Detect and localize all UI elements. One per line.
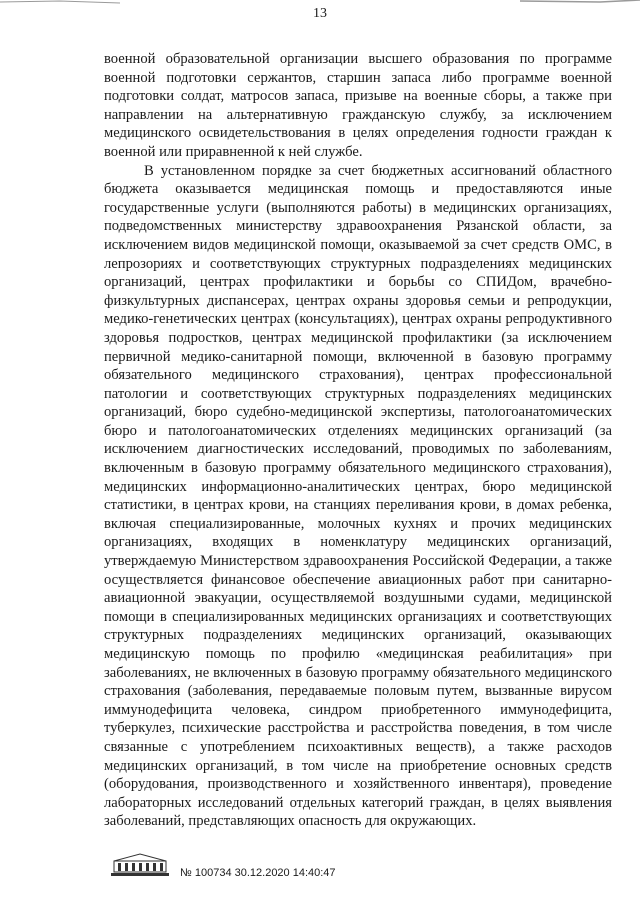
document-body <box>104 50 612 831</box>
paragraph-budget-funding: В установленном порядке за счет бюджетных ассигнований областного бюджета оказывается медицинская помощь и предоставляются иные государственные услуги (выполняются работы) в медицинских организациях, подведомственных министерству здравоохранения Рязанской области, за исключением видов медицинской помощи, оказываемой за счет средств ОМС, в лепрозориях и соответствующих структурных подразделениях медицинских организаций, центрах профилактики и борьбы со СПИДом, врачебно-физкультурных диспансерах, центрах охраны здоровья семьи и репродукции, медико-генетических центрах (консультациях), центрах охраны репродуктивного здоровья подростков, центрах медицинской профилактики (за исключением первичной медико-санитарной помощи, включенной в базовую программу обязательного медицинского страхования), центрах профессиональной патологии и соответствующих структурных подразделениях медицинских организаций, бюро судебно-медицинской экспертизы, патологоанатомических бюро и патологоанатомических отделениях медицинских организаций (за исключением диагностических исследований, проводимых по заболеваниям, включенным в базовую программу обязательного медицинского страхования), медицинских информационно-аналитических центрах, бюро медицинской статистики, в центрах крови, на станциях переливания крови, в домах ребенка, включая специализированные, молочных кухнях и прочих медицинских организациях, входящих в номенклатуру медицинских организаций, утверждаемую Министерством здравоохранения Российской Федерации, а также осуществляется финансовое обеспечение авиационных работ при санитарно-авиационной эвакуации, осуществляемой воздушными судами, медицинской помощи в специализированных медицинских организациях и соответствующих структурных подразделениях медицинских организаций, оказывающих медицинскую помощь по профилю «медицинская реабилитация» при заболеваниях, не включенных в базовую программу обязательного медицинского страхования (заболевания, передаваемые половым путем, вызванные вирусом иммунодефицита человека, синдром приобретенного иммунодефицита, туберкулез, психические расстройства и расстройства поведения, в том числе связанные с употреблением психоактивных веществ), а также расходов медицинских организаций, в том числе на приобретение основных средств (оборудования, производственного и хозяйственного инвентаря), проведение лабораторных исследований отдельных категорий граждан, в целях выявления заболеваний, представляющих опасность для окружающих. <box>104 162 612 830</box>
page-number: 13 <box>313 6 327 21</box>
building-logo-icon <box>110 851 170 877</box>
document-registration-stamp: № 100734 30.12.2020 14:40:47 <box>180 867 336 879</box>
paragraph-continuation: военной образовательной организации высшего образования по программе военной подготовки сержантов, старшин запаса либо программе военной подготовки солдат, матросов запаса, призыве на военные сборы, а также при направлении на альтернативную гражданскую службу, за исключением медицинского освидетельствования в целях определения годности граждан к военной или приравненной к ней службе. <box>104 51 612 160</box>
document-footer <box>110 845 410 885</box>
